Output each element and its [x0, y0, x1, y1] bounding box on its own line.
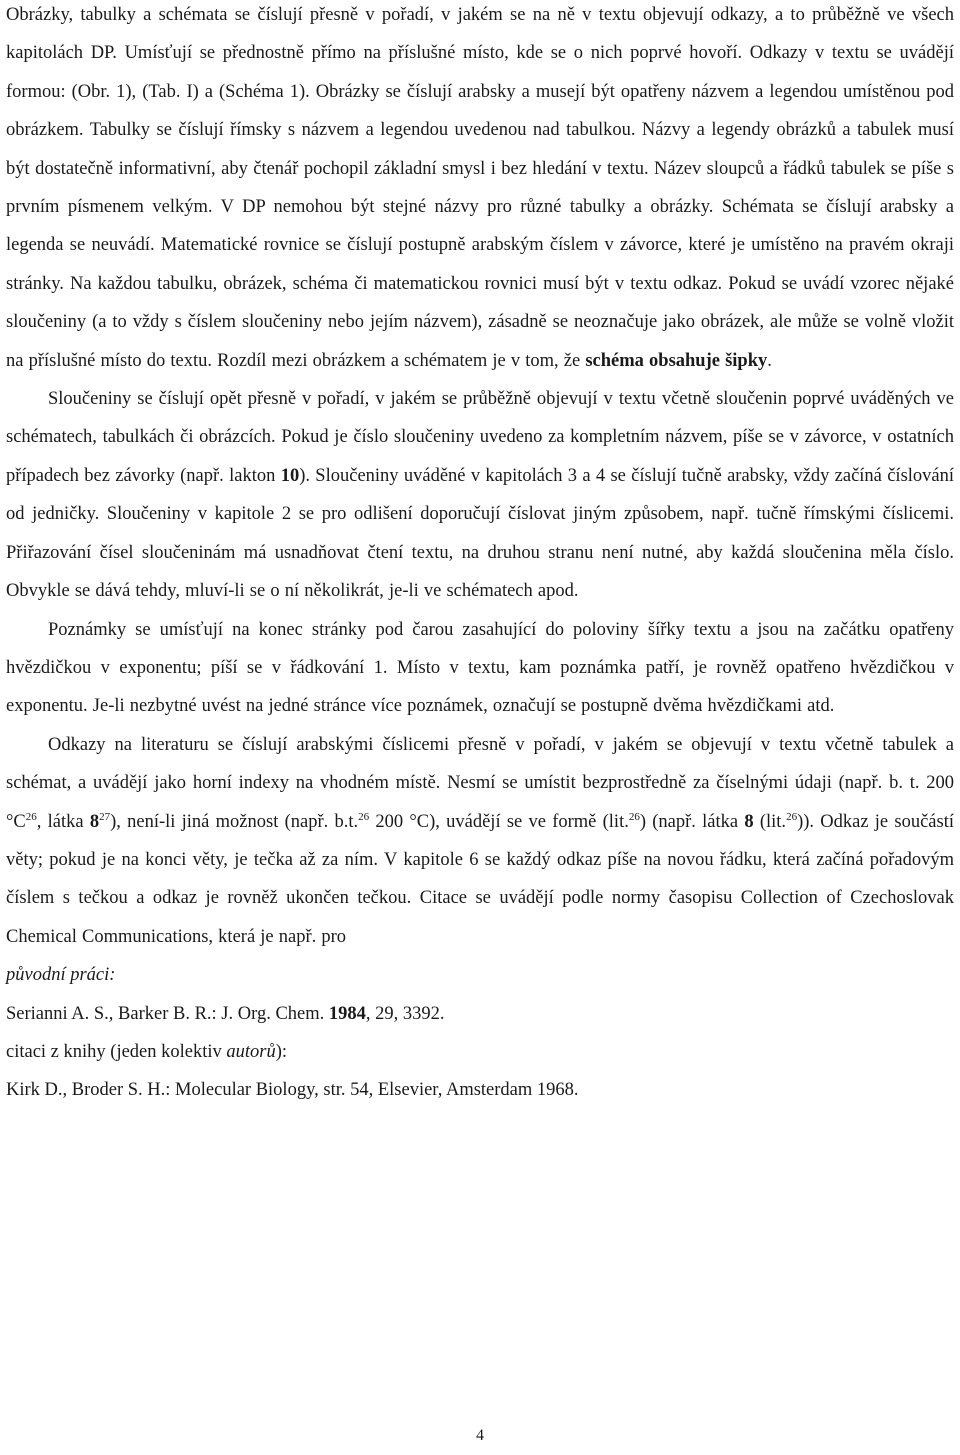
text-run: ), není-li jiná možnost (např. b.t. — [110, 811, 359, 832]
paragraph-compounds — [6, 380, 954, 610]
text-run: Serianni A. S., Barker B. R.: J. Org. Chem. — [6, 1003, 329, 1024]
paragraph-figures-tables — [6, 0, 954, 380]
superscript-ref: 26 — [25, 810, 37, 823]
superscript-ref: 26 — [628, 810, 640, 823]
original-work-heading — [6, 956, 954, 994]
bold-phrase: schéma obsahuje šipky — [585, 350, 768, 371]
text-run: , 29, 3392. — [365, 1003, 445, 1024]
reference-article — [6, 995, 954, 1033]
text-run: Odkazy na literaturu se číslují arabskými číslicemi přesně v pořadí, v jakém se objevují v textu včetně tabulek a schémat, a uvádějí jako horní indexy na vhodném místě. Nesmí se umístit bezprostředně za číselnými údaji (např. b. t. 200 °C — [6, 734, 954, 832]
bold-year: 1984 — [328, 1003, 366, 1024]
text-run: ) (např. látka — [639, 811, 745, 832]
text-run: (lit. — [753, 811, 787, 832]
text-run: , látka — [36, 811, 90, 832]
bold-compound-number: 10 — [280, 465, 300, 486]
bold-compound-number: 8 — [89, 811, 100, 832]
paragraph-text: Obrázky, tabulky a schémata se číslují přesně v pořadí, v jakém se na ně v textu objevují odkazy, a to průběžně ve všech kapitolách DP. Umísťují se přednostně přímo na příslušné místo, kde se o nich poprvé hovoří. Odkazy v textu se uvádějí formou: (Obr. 1), (Tab. I) a (Schéma 1). Obrázky se číslují arabsky a musejí být opatřeny názvem a legendou umístěnou pod obrázkem. Tabulky se číslují římsky s názvem a legendou uvedenou nad tabulkou. Názvy a legendy obrázků a tabulek musí být dostatečně informativní, aby čtenář pochopil základní smysl i bez hledání v textu. Název sloupců a řádků tabulek se píše s prvním písmenem velkým. V DP nemohou být stejné názvy pro různé tabulky a obrázky. Schémata se číslují arabsky a legenda se neuvádí. Matematické rovnice se číslují postupně arabským číslem v závorce, které je umístěno na pravém okraji stránky. Na každou tabulku, obrázek, schéma či matematickou rovnici musí být v textu odkaz. Pokud se uvádí vzorec nějaké sloučeniny (a to vždy s číslem sloučeniny nebo jejím názvem), zásadně se neoznačuje jako obrázek, ale může se volně vložit na příslušné místo do textu. Rozdíl mezi obrázkem a schématem je v tom, že — [6, 5, 954, 371]
superscript-ref: 26 — [358, 810, 370, 823]
reference-book — [6, 1071, 954, 1109]
book-citation-heading — [6, 1033, 954, 1071]
page-number: 4 — [476, 1427, 484, 1444]
paragraph-text: Sloučeniny se číslují opět přesně v pořadí, v jakém se průběžně objevují v textu včetně sloučenin poprvé uváděných ve schématech, tabulkách či obrázcích. Pokud je číslo sloučeniny uvedeno za kompletním názvem, píše se v závorce, v ostatních případech bez závorky (např. lakton — [6, 389, 954, 486]
paragraph-footnotes — [6, 611, 954, 726]
document-page — [6, 0, 954, 1110]
text-run: )). Odkaz je součástí věty; pokud je na konci věty, je tečka až za ním. V kapitole 6 se každý odkaz píše na novou řádku, která začíná pořadovým číslem s tečkou a odkaz je rovněž ukončen tečkou. Citace se uvádějí podle normy časopisu Collection of Czechoslovak Chemical Communications, která je např. pro — [6, 811, 954, 947]
italic-word: autorů — [226, 1041, 276, 1062]
paragraph-text: Poznámky se umísťují na konec stránky pod čarou zasahující do poloviny šířky textu a jsou na začátku opatřeny hvězdičkou v exponentu; píší se v řádkování 1. Místo v textu, kam poznámka patří, je rovněž opatřeno hvězdičkou v exponentu. Je-li nezbytné uvést na jedné stránce více poznámek, označují se postupně dvěma hvězdičkami atd. — [6, 619, 954, 717]
paragraph-text-continued: ). Sloučeniny uváděné v kapitolách 3 a 4 se číslují tučně arabsky, vždy začíná číslování od jedničky. Sloučeniny v kapitole 2 se pro odlišení doporučují číslovat jiným způsobem, např. tučně římskými číslicemi. Přiřazování čísel sloučeninám má usnadňovat čtení textu, na druhou stranu není nutné, aby každá sloučenina měla číslo. Obvykle se dává tehdy, mluví-li se o ní několikrát, je-li ve schématech apod. — [6, 465, 955, 602]
text-run: Kirk D., Broder S. H.: Molecular Biology, str. 54, Elsevier, Amsterdam 1968. — [6, 1080, 579, 1101]
text-run: ): — [275, 1041, 288, 1062]
superscript-ref: 27 — [99, 810, 111, 823]
italic-heading: původní práci: — [6, 965, 116, 986]
superscript-ref: 26 — [786, 810, 798, 823]
paragraph-references — [6, 726, 954, 956]
text-run: 200 °C), uvádějí se ve formě (lit. — [369, 811, 629, 832]
bold-compound-number: 8 — [744, 811, 754, 832]
sentence-end: . — [767, 350, 772, 371]
text-run: citaci z knihy (jeden kolektiv — [6, 1041, 227, 1062]
